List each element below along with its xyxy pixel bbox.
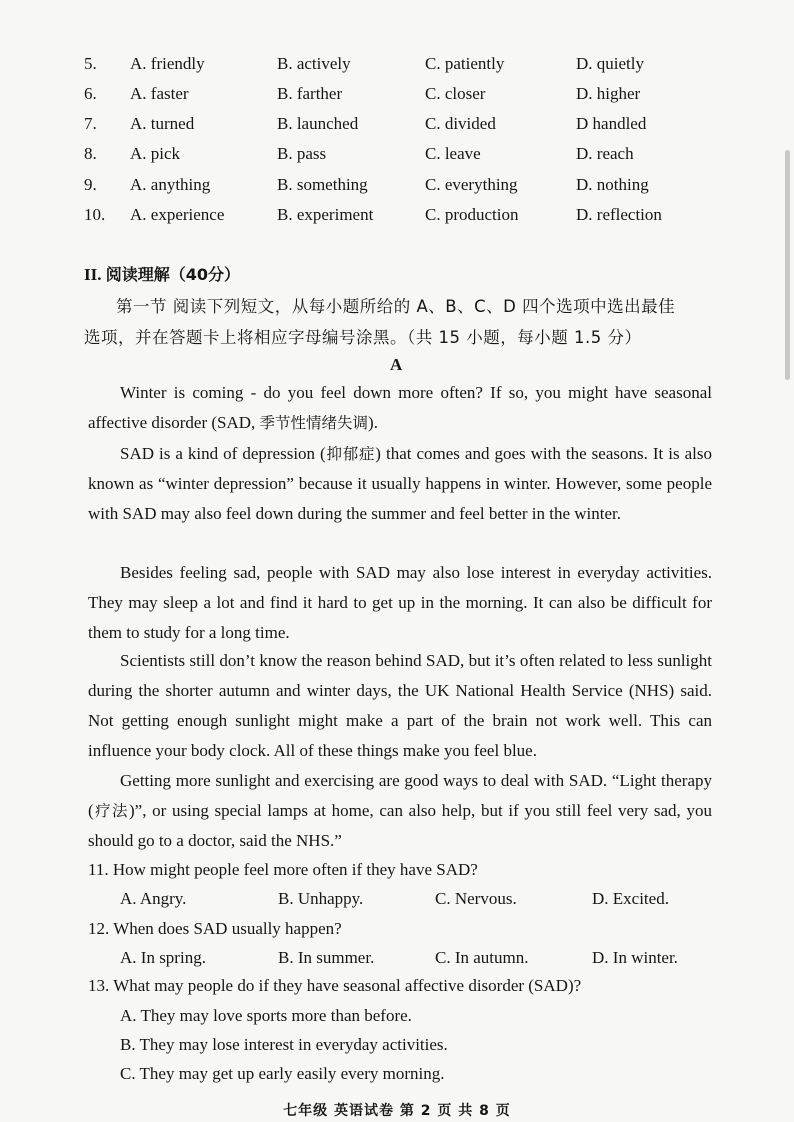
question-13-option-b: B. They may lose interest in everyday activities. [120, 1035, 448, 1054]
option-c: C. production [425, 205, 519, 224]
passage-letter: A [390, 355, 403, 374]
scrollbar[interactable] [785, 150, 790, 380]
question-11-options [120, 889, 740, 911]
question-number: 5. [84, 54, 97, 73]
option-a: A. In spring. [120, 948, 206, 967]
option-b: B. farther [277, 84, 343, 103]
paragraph-1-end: ). [368, 413, 378, 432]
paragraph-2-cjk: 抑郁症 [325, 445, 376, 463]
paragraph-5-end: )”, or using special lamps at home, can also help, but if you still feel very sad, you should go to a doctor, said the NHS.” [88, 801, 712, 850]
option-c: C. closer [425, 84, 486, 103]
question-13-stem: 13. What may people do if they have seasonal affective disorder (SAD)? [88, 976, 582, 995]
paragraph-1-cjk: 季节性情绪失调 [259, 414, 369, 432]
option-d: D. reach [576, 144, 634, 163]
option-b: B. experiment [277, 205, 374, 224]
option-b: B. launched [277, 114, 359, 133]
instruction-line-1: 第一节 阅读下列短文，从每小题所给的 A、B、C、D 四个选项中选出最佳 [116, 297, 676, 316]
option-a: A. anything [130, 175, 211, 194]
option-c: C. Nervous. [435, 889, 517, 908]
option-d: D. quietly [576, 54, 644, 73]
option-a: A. faster [130, 84, 189, 103]
option-c: C. leave [425, 144, 481, 163]
question-11-stem: 11. How might people feel more often if they have SAD? [88, 860, 478, 879]
question-13-option-c: C. They may get up early easily every morning. [120, 1064, 445, 1083]
page-footer: 七年级 英语试卷 第 2 页 共 8 页 [283, 1103, 511, 1119]
instruction-line-2: 选项，并在答题卡上将相应字母编号涂黑。（共 15 小题，每小题 1.5 分） [84, 328, 642, 347]
option-d: D. nothing [576, 175, 649, 194]
option-b: B. In summer. [278, 948, 375, 967]
option-d: D handled [576, 114, 647, 133]
question-number: 6. [84, 84, 97, 103]
option-a: A. friendly [130, 54, 205, 73]
option-d: D. In winter. [592, 948, 678, 967]
option-d: D. higher [576, 84, 641, 103]
option-b: B. something [277, 175, 368, 194]
question-number: 9. [84, 175, 97, 194]
question-number: 7. [84, 114, 97, 133]
option-d: D. reflection [576, 205, 662, 224]
question-number: 10. [84, 205, 106, 224]
option-b: B. pass [277, 144, 327, 163]
option-b: B. actively [277, 54, 351, 73]
paragraph-5 [88, 766, 712, 856]
option-c: C. patiently [425, 54, 505, 73]
option-c: C. everything [425, 175, 518, 194]
paragraph-1-text: Winter is coming - do you feel down more often? If so, you might have seasonal affective disorder (SAD, [88, 383, 712, 432]
section-title: 阅读理解（40分） [105, 265, 241, 284]
question-number: 8. [84, 144, 97, 163]
section-number: II. [84, 265, 102, 284]
section-heading [84, 262, 240, 285]
question-13-option-a: A. They may love sports more than before. [120, 1006, 412, 1025]
option-c: C. In autumn. [435, 948, 529, 967]
option-d: D. Excited. [592, 889, 669, 908]
paragraph-1 [88, 378, 712, 438]
option-a: A. Angry. [120, 889, 187, 908]
question-12-stem: 12. When does SAD usually happen? [88, 919, 342, 938]
paragraph-3: Besides feeling sad, people with SAD may also lose interest in everyday activities. They may sleep a lot and find it hard to get up in the morning. It can also be difficult for them to study for a long time. [88, 563, 712, 642]
option-a: A. turned [130, 114, 195, 133]
option-c: C. divided [425, 114, 496, 133]
paragraph-2-text: SAD is a kind of depression ( [120, 444, 326, 463]
option-a: A. pick [130, 144, 181, 163]
paragraph-2-end: ) that comes and goes with the seasons. It is also known as “winter depression” because it usually happens in winter. However, some people with SAD may also feel down during the summer and feel better in the winter. [88, 444, 712, 523]
paragraph-5-text: Getting more sunlight and exercising are good ways to deal with SAD. “Light therapy ( [88, 771, 712, 820]
option-a: A. experience [130, 205, 225, 224]
question-12-options [120, 948, 740, 970]
option-b: B. Unhappy. [278, 889, 364, 908]
paragraph-2 [88, 439, 712, 529]
paragraph-4: Scientists still don’t know the reason behind SAD, but it’s often related to less sunlight during the shorter autumn and winter days, the UK National Health Service (NHS) said. Not getting enough sunlight might make a part of the brain not work well. This can influence your body clock. All of these things make you feel blue. [88, 651, 712, 760]
paragraph-5-cjk: 疗法 [93, 802, 129, 820]
